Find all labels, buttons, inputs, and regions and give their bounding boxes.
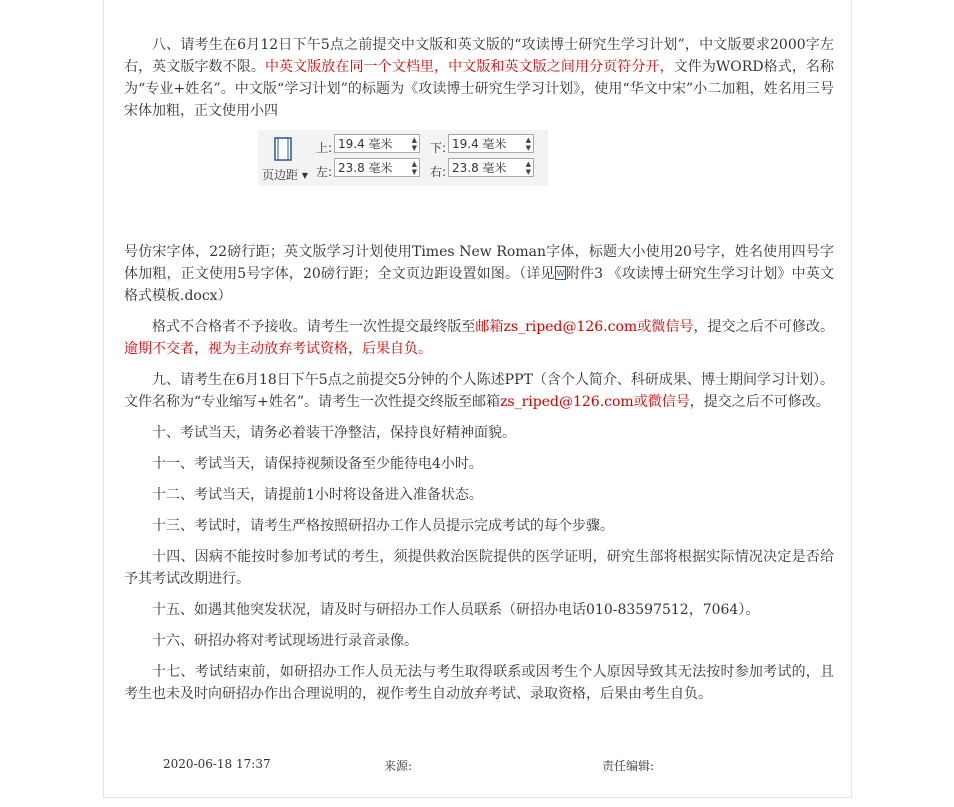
right-margin-field[interactable]: 23.8 毫米 ▲ ▼ xyxy=(448,158,534,177)
p8b-text: 号仿宋字体，22磅行距；英文版学习计划使用Times New Roman字体，标题大小使用20号字，姓名使用四号字体加粗，正文使用5号字体，20磅行距；全文页边距设置如图。（详见 xyxy=(124,244,834,282)
top-margin-field[interactable]: 19.4 毫米 ▲ ▼ xyxy=(334,134,420,153)
paragraph-15: 十五、如遇其他突发状况，请及时与研招办工作人员联系（研招办电话010-83597512，7064）。 xyxy=(152,602,760,618)
p9-text: 九、请考生在6月18日下午5点之前提交5分钟的个人陈述PPT（含个人简介、科研成果、博士期间学习计划）。文件名称为“专业缩写+姓名”。请考生一次性提交终版至邮箱 xyxy=(124,372,834,410)
p8c-text: 格式不合格者不予接收。请考生一次性提交最终版至 xyxy=(152,319,476,335)
svg-text:W: W xyxy=(556,269,565,278)
word-doc-icon xyxy=(555,266,566,280)
paragraph-11: 十一、考试当天，请保持视频设备至少能待电4小时。 xyxy=(152,456,483,472)
p8-text: 八、请考生在6月12日下午5点之前提交中文版和英文版的“攻读博士研究生学习计划”，中文版要求2000字左右，英文版字数不限。 xyxy=(124,37,834,75)
paragraph-14: 十四、因病不能按时参加考试的考生，须提供救治医院提供的医学证明，研究生部将根据实际情况决定是否给予其考试改期进行。 xyxy=(124,549,834,587)
paragraph-9 xyxy=(124,369,834,413)
right-label: 右: xyxy=(430,165,447,179)
p8-red-text: 中英文版放在同一个文档里，中文版和英文版之间用分页符分开， xyxy=(264,59,674,75)
paragraph-8 xyxy=(124,34,834,122)
p8-text-2: 文件为WORD格式，名称为“专业+姓名”。中文版“学习计划”的标题为《攻读博士研究生学习计划》，使用“华文中宋”小二加粗，姓名用三号宋体加粗，正文使用小四 xyxy=(124,59,835,119)
paragraph-17: 十七、考试结束前，如研招办工作人员无法与考生取得联系或因考生个人原因导致其无法按时参加考试的，且考生也未及时向研招办作出合理说明的，视作考生自动放弃考试、录取资格，后果由考生自负。 xyxy=(124,664,834,702)
p8c-text-2: ，提交之后不可修改。 xyxy=(693,319,835,335)
page-margins-image xyxy=(258,130,548,186)
top-label: 上: xyxy=(316,141,333,155)
source-label: 来源: xyxy=(384,759,413,773)
margin-button-label: 页边距 ▾ xyxy=(262,168,308,182)
p9-text-2: ，提交之后不可修改。 xyxy=(689,394,830,410)
article-content xyxy=(124,34,834,705)
page-margin-icon xyxy=(272,136,294,162)
attachment-link[interactable]: 附件3 《攻读博士研究生学习计划》中英文格式模板.docx） xyxy=(124,266,834,304)
left-label: 左: xyxy=(316,165,333,179)
editor-label: 责任编辑: xyxy=(602,759,655,773)
bottom-margin-field[interactable]: 19.4 毫米 ▲ ▼ xyxy=(448,134,534,153)
paragraph-13: 十三、考试时，请考生严格按照研招办工作人员提示完成考试的每个步骤。 xyxy=(152,518,614,534)
publish-date: 2020-06-18 17:37 xyxy=(163,757,271,771)
p9-red-text: zs_riped@126.com或微信号 xyxy=(500,394,690,410)
email-wechat-red: 邮箱zs_riped@126.com或微信号 xyxy=(475,319,694,335)
deadline-warning: 逾期不交者，视为主动放弃考试资格，后果自负。 xyxy=(124,341,432,357)
paragraph-16: 十六、研招办将对考试现场进行录音录像。 xyxy=(152,633,418,649)
paragraph-12: 十二、考试当天，请提前1小时将设备进入准备状态。 xyxy=(152,487,483,503)
paragraph-10: 十、考试当天，请务必着装干净整洁，保持良好精神面貌。 xyxy=(152,425,516,441)
article-page xyxy=(103,0,852,798)
paragraph-8-format xyxy=(124,316,834,360)
bottom-label: 下: xyxy=(430,141,447,155)
paragraph-8-cont xyxy=(124,241,834,307)
left-margin-field[interactable]: 23.8 毫米 ▲ ▼ xyxy=(334,158,420,177)
